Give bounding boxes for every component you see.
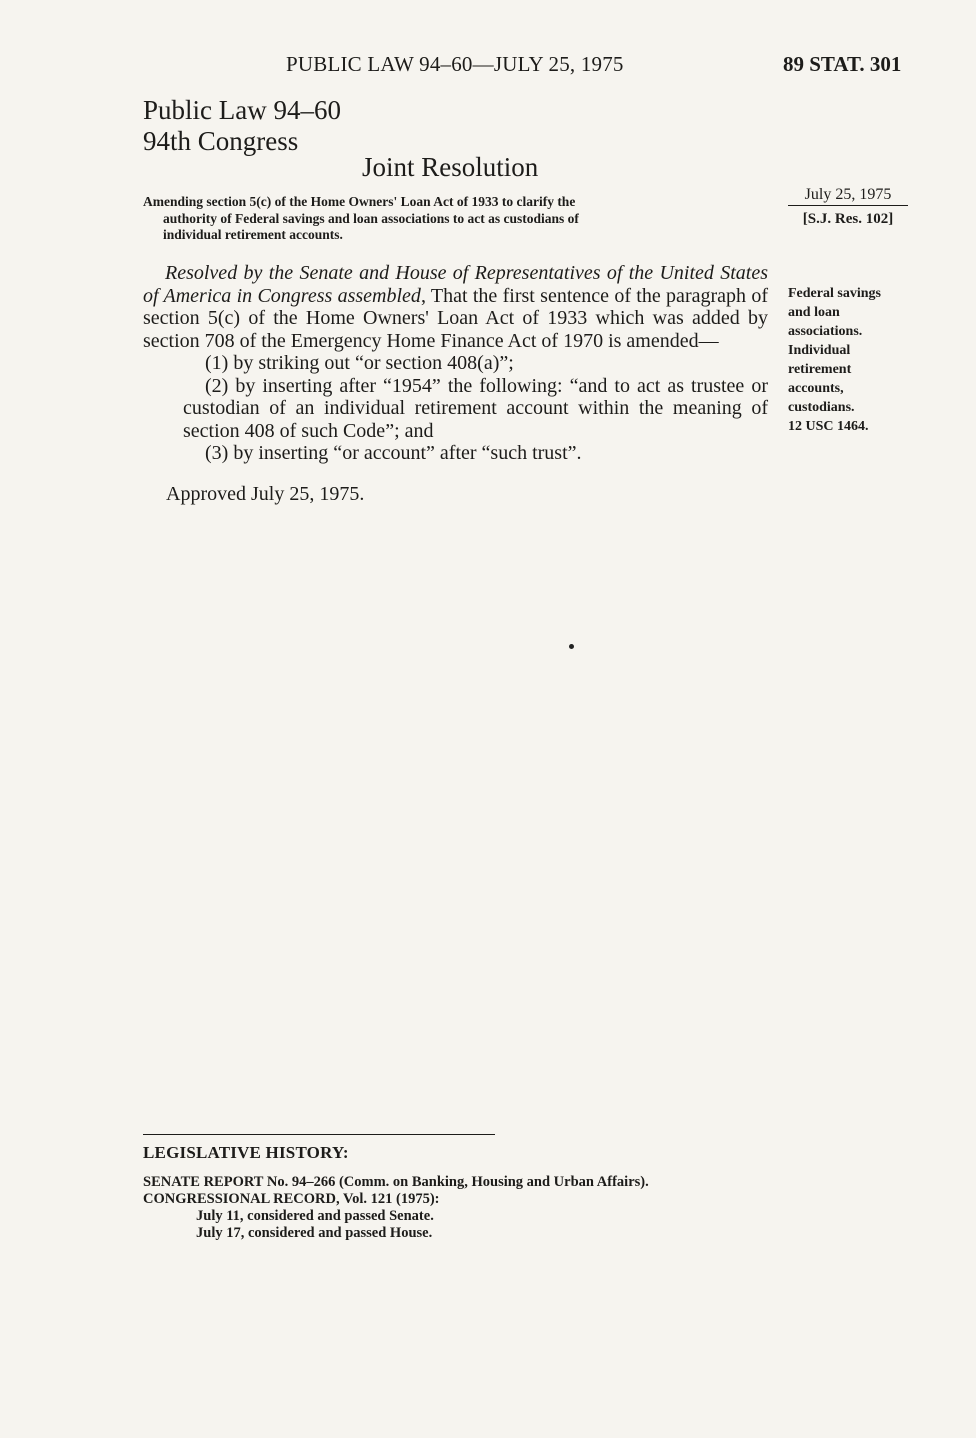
enacting-paragraph <box>143 262 768 352</box>
amendment-item: (3) by inserting “or account” after “such trust”. <box>205 442 582 464</box>
public-law-number: Public Law 94–60 <box>143 95 341 125</box>
margin-note-line: Federal savings <box>788 286 881 301</box>
running-head: PUBLIC LAW 94–60—JULY 25, 1975 <box>286 52 624 76</box>
divider-rule <box>143 1134 495 1135</box>
resolution-summary <box>143 194 768 244</box>
margin-note-line: associations. <box>788 324 863 339</box>
margin-note-line: retirement <box>788 362 852 377</box>
enacting-clause: Resolved by the Senate and House of Representatives of the United States of America in Congress assembled <box>143 262 768 307</box>
history-line: CONGRESSIONAL RECORD, Vol. 121 (1975): <box>143 1191 440 1207</box>
summary-line: Amending section 5(c) of the Home Owners' Loan Act of 1933 to clarify the <box>143 194 576 209</box>
margin-note <box>788 284 908 436</box>
statute-citation: 89 STAT. 301 <box>783 52 902 76</box>
legislative-history-heading: LEGISLATIVE HISTORY: <box>143 1143 349 1162</box>
resolved-text: , That the first sentence of the paragraph of section 5(c) of the Home Owners' Loan Act of 1933 which was added by section 708 of the Emergency Home Finance Act of 1970 is amended— <box>143 284 768 352</box>
resolution-number: [S.J. Res. 102] <box>802 211 894 227</box>
congress-label: 94th Congress <box>143 126 299 156</box>
amendment-item: (2) by inserting after “1954” the following: “and to act as trustee or custodian of an individual retirement account within the meaning of section 408 of such Code”; and <box>183 374 768 442</box>
margin-note-line: and loan <box>788 305 840 320</box>
margin-date: July 25, 1975 <box>788 186 908 206</box>
amendment-item: (1) by striking out “or section 408(a)”; <box>205 352 514 374</box>
summary-line: individual retirement accounts. <box>163 227 343 242</box>
margin-note-line: accounts, <box>788 381 844 396</box>
approval-line: Approved July 25, 1975. <box>166 483 365 505</box>
margin-note-line: 12 USC 1464. <box>788 419 869 434</box>
margin-note-line: Individual <box>788 343 851 358</box>
history-line: July 17, considered and passed House. <box>196 1225 433 1241</box>
resolution-title: Joint Resolution <box>362 152 539 182</box>
stray-dot <box>569 644 574 649</box>
margin-note-line: custodians. <box>788 400 855 415</box>
summary-line: authority of Federal savings and loan associations to act as custodians of <box>163 210 579 226</box>
legislative-history-body <box>143 1174 649 1242</box>
resolution-body <box>143 262 768 465</box>
history-line: July 11, considered and passed Senate. <box>196 1208 434 1224</box>
margin-date-block <box>788 186 908 228</box>
history-line: SENATE REPORT No. 94–266 (Comm. on Banking, Housing and Urban Affairs). <box>143 1174 649 1190</box>
